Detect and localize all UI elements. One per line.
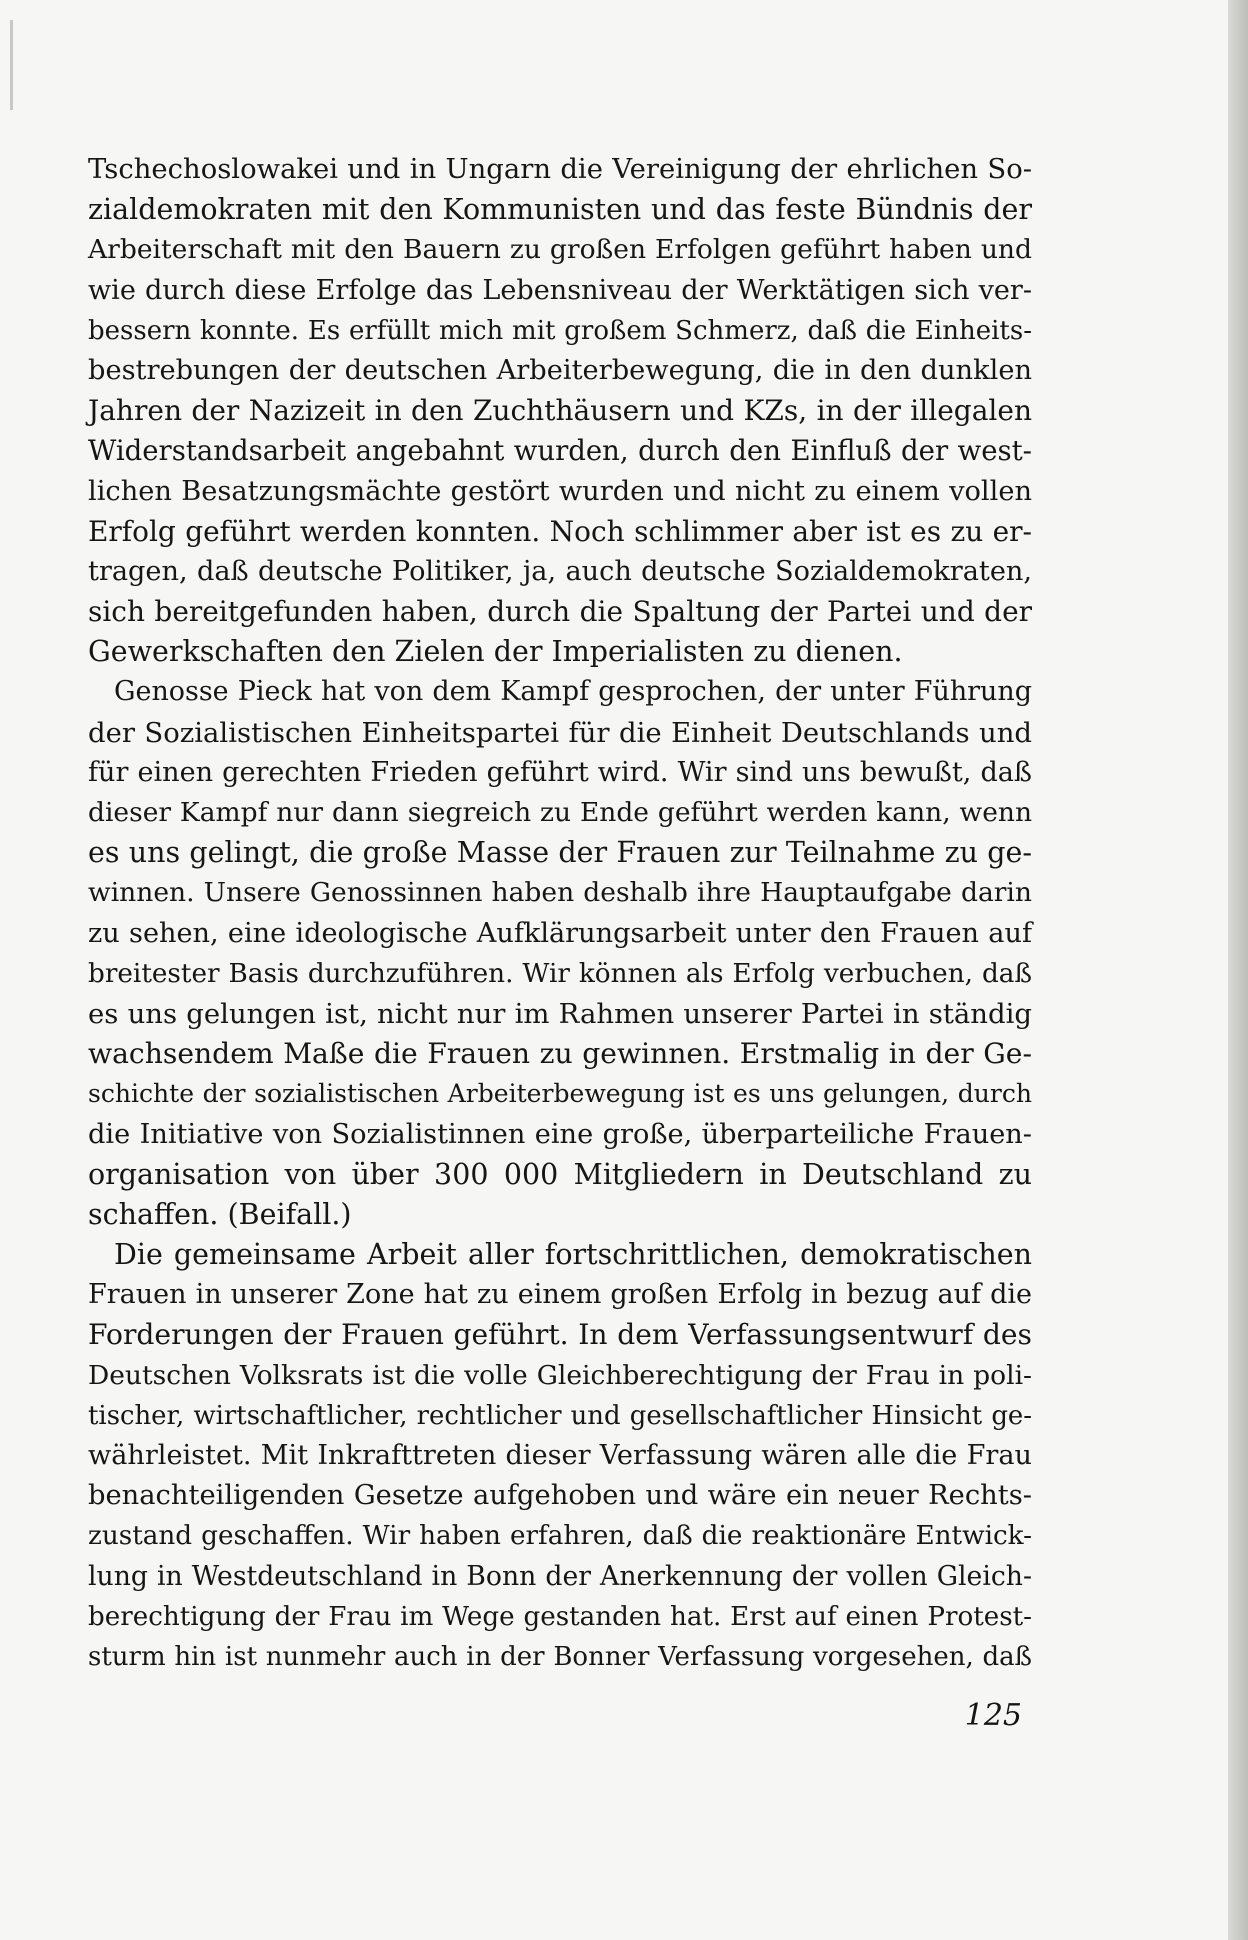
text-line: schichte der sozialistischen Arbeiterbewegung ist es uns gelungen, durch: [88, 1079, 1032, 1109]
text-line: berechtigung der Frau im Wege gestanden hat. Erst auf einen Protest-: [88, 1601, 1032, 1632]
text-line: winnen. Unsere Genossinnen haben deshalb ihre Hauptaufgabe darin: [88, 877, 1032, 909]
text-line: tischer, wirtschaftlicher, rechtlicher und gesellschaftlicher Hinsicht ge-: [88, 1400, 1032, 1431]
text-line: wie durch diese Erfolge das Lebensniveau der Werktätigen sich ver-: [88, 274, 1032, 306]
text-line: Forderungen der Frauen geführt. In dem Verfassungsentwurf des: [88, 1318, 1032, 1352]
text-line: währleistet. Mit Inkrafttreten dieser Verfassung wären alle die Frau: [88, 1440, 1032, 1471]
text-line: zu sehen, eine ideologische Aufklärungsarbeit unter den Frauen auf: [88, 917, 1032, 949]
text-line: der Sozialistischen Einheitspartei für die Einheit Deutschlands und: [88, 716, 1032, 749]
text-line: bestrebungen der deutschen Arbeiterbewegung, die in den dunklen: [88, 354, 1032, 386]
text-line: organisation von über 300 000 Mitgliedern in Deutschland zu: [88, 1157, 1032, 1191]
text-line: lichen Besatzungsmächte gestört wurden und nicht zu einem vollen: [88, 475, 1032, 507]
text-line: Gewerkschaften den Zielen der Imperialisten zu dienen.: [88, 635, 903, 669]
page-number: 125: [964, 1698, 1022, 1733]
text-line: benachteiligenden Gesetze aufgehoben und wäre ein neuer Rechts-: [88, 1480, 1032, 1512]
text-line: Widerstandsarbeit angebahnt wurden, durch den Einfluß der west-: [88, 435, 1032, 468]
page-right-edge-shadow: [1228, 0, 1248, 1940]
text-line: es uns gelingt, die große Masse der Frauen zur Teilnahme zu ge-: [88, 836, 1032, 870]
text-line: breitester Basis durchzuführen. Wir können als Erfolg verbuchen, daß: [88, 958, 1032, 989]
text-line: zialdemokraten mit den Kommunisten und das feste Bündnis der: [88, 193, 1032, 227]
text-line: lung in Westdeutschland in Bonn der Anerkennung der vollen Gleich-: [88, 1560, 1032, 1592]
text-line: die Initiative von Sozialistinnen eine große, überparteiliche Frauen-: [88, 1118, 1032, 1150]
text-line: tragen, daß deutsche Politiker, ja, auch deutsche Sozialdemokraten,: [88, 555, 1032, 587]
text-line: für einen gerechten Frieden geführt wird. Wir sind uns bewußt, daß: [88, 756, 1032, 788]
text-line: sturm hin ist nunmehr auch in der Bonner Verfassung vorgesehen, daß: [88, 1641, 1032, 1672]
text-line: Arbeiterschaft mit den Bauern zu großen Erfolgen geführt haben und: [88, 234, 1032, 266]
text-line: Genosse Pieck hat von dem Kampf gesprochen, der unter Führung: [114, 676, 1032, 708]
text-line: Jahren der Nazizeit in den Zuchthäusern und KZs, in der illegalen: [88, 394, 1032, 428]
text-line: schaffen. (Beifall.): [88, 1197, 352, 1231]
text-line: bessern konnte. Es erfüllt mich mit großem Schmerz, daß die Einheits-: [88, 315, 1032, 346]
text-line: Die gemeinsame Arbeit aller fortschrittlichen, demokratischen: [114, 1238, 1032, 1272]
text-line: Erfolg geführt werden konnten. Noch schlimmer aber ist es zu er-: [88, 514, 1032, 548]
text-line: es uns gelungen ist, nicht nur im Rahmen unserer Partei in ständig: [88, 997, 1032, 1030]
text-line: wachsendem Maße die Frauen zu gewinnen. Erstmalig in der Ge-: [88, 1037, 1032, 1071]
text-line: zustand geschaffen. Wir haben erfahren, daß die reaktionäre Entwick-: [88, 1521, 1032, 1552]
page-left-edge-mark: [10, 20, 13, 110]
text-line: Frauen in unserer Zone hat zu einem großen Erfolg in bezug auf die: [88, 1279, 1032, 1311]
text-line: Tschechoslowakei und in Ungarn die Vereinigung der ehrlichen So-: [88, 154, 1032, 185]
text-line: Deutschen Volksrats ist die volle Gleichberechtigung der Frau in poli-: [88, 1359, 1032, 1391]
text-line: dieser Kampf nur dann siegreich zu Ende geführt werden kann, wenn: [88, 797, 1032, 828]
body-text: [88, 150, 1032, 1677]
text-line: sich bereitgefunden haben, durch die Spaltung der Partei und der: [88, 595, 1032, 629]
